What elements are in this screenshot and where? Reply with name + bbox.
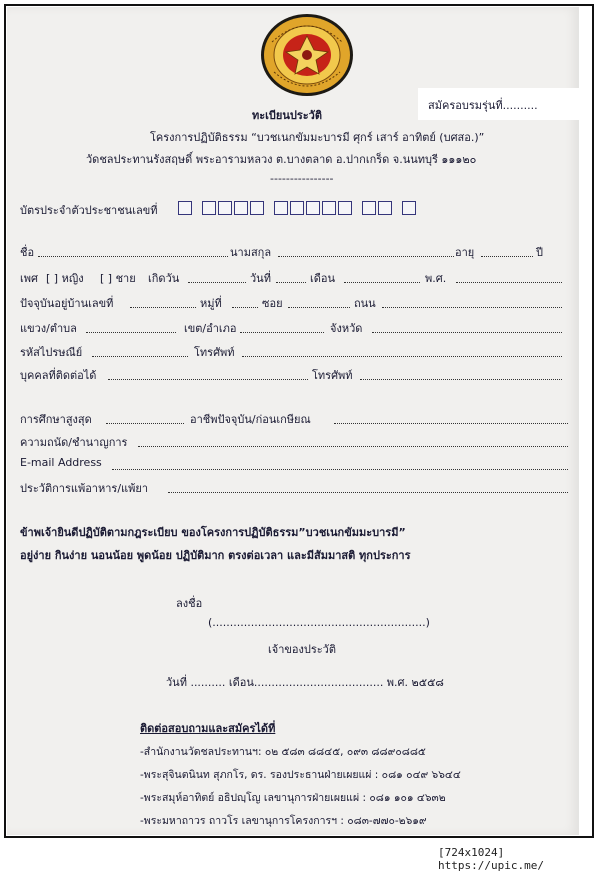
occupation-field[interactable] xyxy=(334,423,568,424)
postcode-label: รหัสไปรษณีย์ xyxy=(20,346,83,359)
signature-field[interactable]: (.............................................................) xyxy=(208,616,430,629)
separator: ---------------- xyxy=(270,172,334,185)
contact-line: -พระมหาถาวร ถาวโร เลขานุการโครงการฯ : ๐๘๓-๗๗๐-๒๖๑๙ xyxy=(140,815,427,827)
contact-line: -พระสุจินตนินท สุภกโร, ดร. รองประธานฝ่ายเผยแผ่ : ๐๘๑ ๐๔๙ ๖๖๔๔ xyxy=(140,769,461,781)
pledge-line-1: ข้าพเจ้ายินดีปฏิบัติตามกฎระเบียบ ของโครงการปฏิบัติธรรม”บวชเนกขัมมะบารมี” xyxy=(20,526,406,539)
age-label: อายุ xyxy=(455,246,475,259)
date-label: วันที่ xyxy=(250,272,271,285)
sign-label: ลงชื่อ xyxy=(176,597,203,610)
be-label: พ.ศ. xyxy=(425,272,447,285)
occupation-label: อาชีพปัจจุบัน/ก่อนเกษียณ xyxy=(190,413,311,426)
birth-day-field[interactable] xyxy=(188,282,246,283)
female-checkbox[interactable]: [ ] หญิง xyxy=(46,272,84,285)
subdistrict-field[interactable] xyxy=(86,332,176,333)
province-field[interactable] xyxy=(372,332,562,333)
road-label: ถนน xyxy=(354,297,376,310)
date-field[interactable] xyxy=(276,282,306,283)
contact-person-label: บุคคลที่ติดต่อได้ xyxy=(20,369,97,382)
surname-label: นามสกุล xyxy=(230,246,272,259)
email-label: E-mail Address xyxy=(20,456,102,469)
surname-field[interactable] xyxy=(278,256,454,257)
contact-phone-label: โทรศัพท์ xyxy=(312,369,353,382)
road-field[interactable] xyxy=(382,307,562,308)
contact-phone-field[interactable] xyxy=(360,379,562,380)
soi-field[interactable] xyxy=(288,307,350,308)
quota-label: สมัครอบรมรุ่นที่.......... xyxy=(428,99,538,112)
soi-label: ซอย xyxy=(262,297,283,310)
skills-label: ความถนัด/ชำนาญการ xyxy=(20,436,128,449)
month-field[interactable] xyxy=(344,282,420,283)
address-no-label: ปัจจุบันอยู่บ้านเลขที่ xyxy=(20,297,114,310)
owner-label: เจ้าของประวัติ xyxy=(268,643,336,656)
allergy-label: ประวัติการแพ้อาหาร/แพ้ยา xyxy=(20,482,148,495)
year-label: ปี xyxy=(536,246,543,259)
contact-person-field[interactable] xyxy=(108,379,308,380)
name-label: ชื่อ xyxy=(20,246,35,259)
sex-label: เพศ xyxy=(20,272,38,285)
moo-label: หมู่ที่ xyxy=(200,297,222,310)
temple-address: วัดชลประทานรังสฤษดิ์ พระอารามหลวง ต.บางตลาด อ.ปากเกร็ด จ.นนทบุรี ๑๑๑๒๐ xyxy=(86,153,477,166)
male-checkbox[interactable]: [ ] ชาย xyxy=(100,272,136,285)
signature-date: วันที่ .......... เดือน..................................... พ.ศ. ๒๕๕๘ xyxy=(166,676,444,689)
contact-heading: ติดต่อสอบถามและสมัครได้ที่ xyxy=(140,722,276,735)
age-field[interactable] xyxy=(481,256,533,257)
name-field[interactable] xyxy=(38,256,228,257)
contact-line: -สำนักงานวัดชลประทานฯ: ๐๒ ๕๘๓ ๘๘๔๕, ๐๙๓ ๘๘๙๐๘๘๕ xyxy=(140,746,426,758)
birth-day-label: เกิดวัน xyxy=(148,272,180,285)
skills-field[interactable] xyxy=(138,446,568,447)
moo-field[interactable] xyxy=(232,307,258,308)
email-field[interactable] xyxy=(112,469,568,470)
id-card-label: บัตรประจำตัวประชาชนเลขที่ xyxy=(20,204,158,217)
month-label: เดือน xyxy=(310,272,336,285)
district-label: เขต/อำเภอ xyxy=(184,322,237,335)
pledge-line-2: อยู่ง่าย กินง่าย นอนน้อย พูดน้อย ปฏิบัติมาก ตรงต่อเวลา และมีสัมมาสติ ทุกประการ xyxy=(20,549,411,562)
be-field[interactable] xyxy=(456,282,562,283)
address-no-field[interactable] xyxy=(130,307,196,308)
province-label: จังหวัด xyxy=(330,322,363,335)
education-field[interactable] xyxy=(106,423,184,424)
phone-label: โทรศัพท์ xyxy=(194,346,235,359)
image-size-watermark: [724x1024] https://upic.me/ xyxy=(438,846,544,872)
id-card-boxes[interactable] xyxy=(178,201,418,215)
education-label: การศึกษาสูงสุด xyxy=(20,413,92,426)
contact-line: -พระสมุห์อาทิตย์ อธิปญฺโญ เลขานุการฝ่ายเผยแผ่ : ๐๘๑ ๑๐๑ ๔๖๓๒ xyxy=(140,792,446,804)
district-field[interactable] xyxy=(240,332,324,333)
phone-field[interactable] xyxy=(242,356,562,357)
allergy-field[interactable] xyxy=(168,492,568,493)
postcode-field[interactable] xyxy=(92,356,188,357)
subdistrict-label: แขวง/ตำบล xyxy=(20,322,77,335)
form-title: ทะเบียนประวัติ xyxy=(252,109,322,122)
project-subtitle: โครงการปฏิบัติธรรม “บวชเนกขัมมะบารมี ศุกร์ เสาร์ อาทิตย์ (บศสอ.)” xyxy=(150,131,485,144)
temple-seal-logo xyxy=(258,12,356,98)
